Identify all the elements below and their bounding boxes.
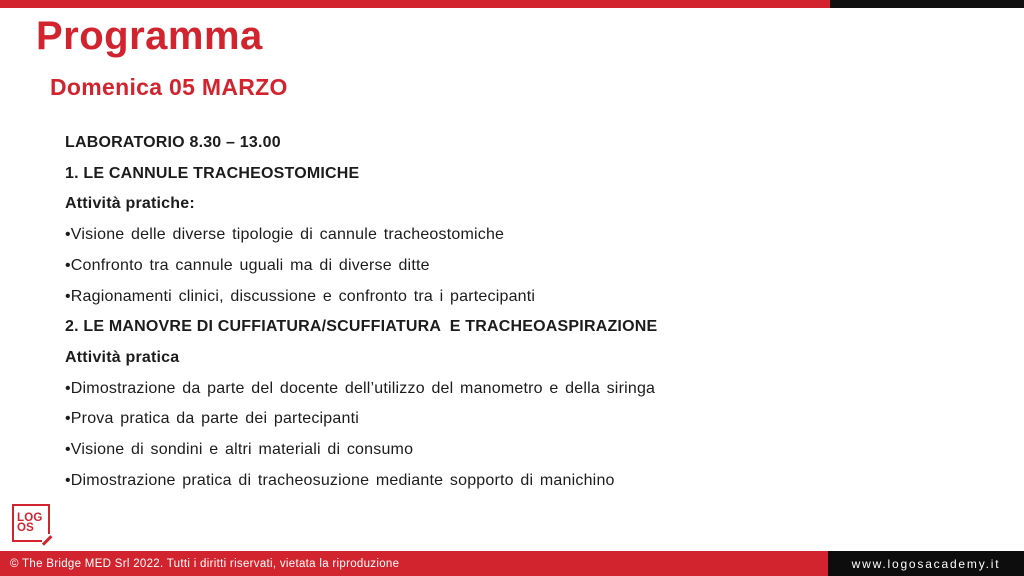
program-heading: Attività pratiche: (65, 195, 195, 213)
program-bullet-item: •Visione di sondini e altri materiali di consumo (65, 441, 414, 459)
program-bullet-item: •Visione delle diverse tipologie di cannule tracheostomiche (65, 226, 505, 244)
logo-text-line1: LOG (17, 511, 43, 524)
top-accent-bar-red (0, 0, 830, 8)
program-bullet-item: •Dimostrazione pratica di tracheosuzione mediante sopporto di manichino (65, 471, 615, 489)
program-heading: Attività pratica (65, 348, 180, 366)
top-accent-bar-black (830, 0, 1024, 8)
program-heading: 1. LE CANNULE TRACHEOSTOMICHE (65, 164, 360, 182)
logo-text-line2: OS (17, 522, 35, 534)
program-heading: 2. LE MANOVRE DI CUFFIATURA/SCUFFIATURA E TRACHEOASPIRAZIONE (65, 318, 658, 336)
footer-bar-red (0, 551, 828, 576)
website-text: www.logosacademy.it (851, 556, 1001, 571)
program-bullet-item: •Prova pratica da parte dei partecipanti (65, 410, 359, 428)
program-heading: LABORATORIO 8.30 – 13.00 (65, 134, 281, 151)
copyright-text: © The Bridge MED Srl 2022. Tutti i diritti riservati, vietata la riproduzione (10, 557, 400, 570)
program-list (65, 128, 845, 496)
page-title: Programma (36, 14, 263, 58)
logos-academy-logo (12, 504, 50, 542)
program-bullet-item: •Ragionamenti clinici, discussione e confronto tra i partecipanti (65, 287, 536, 305)
program-bullet-item: •Dimostrazione da parte del docente dell’utilizzo del manometro e della siringa (65, 379, 656, 397)
page-subtitle: Domenica 05 MARZO (50, 74, 288, 100)
footer-bar-black (828, 551, 1024, 576)
program-bullet-item: •Confronto tra cannule uguali ma di diverse ditte (65, 256, 430, 274)
